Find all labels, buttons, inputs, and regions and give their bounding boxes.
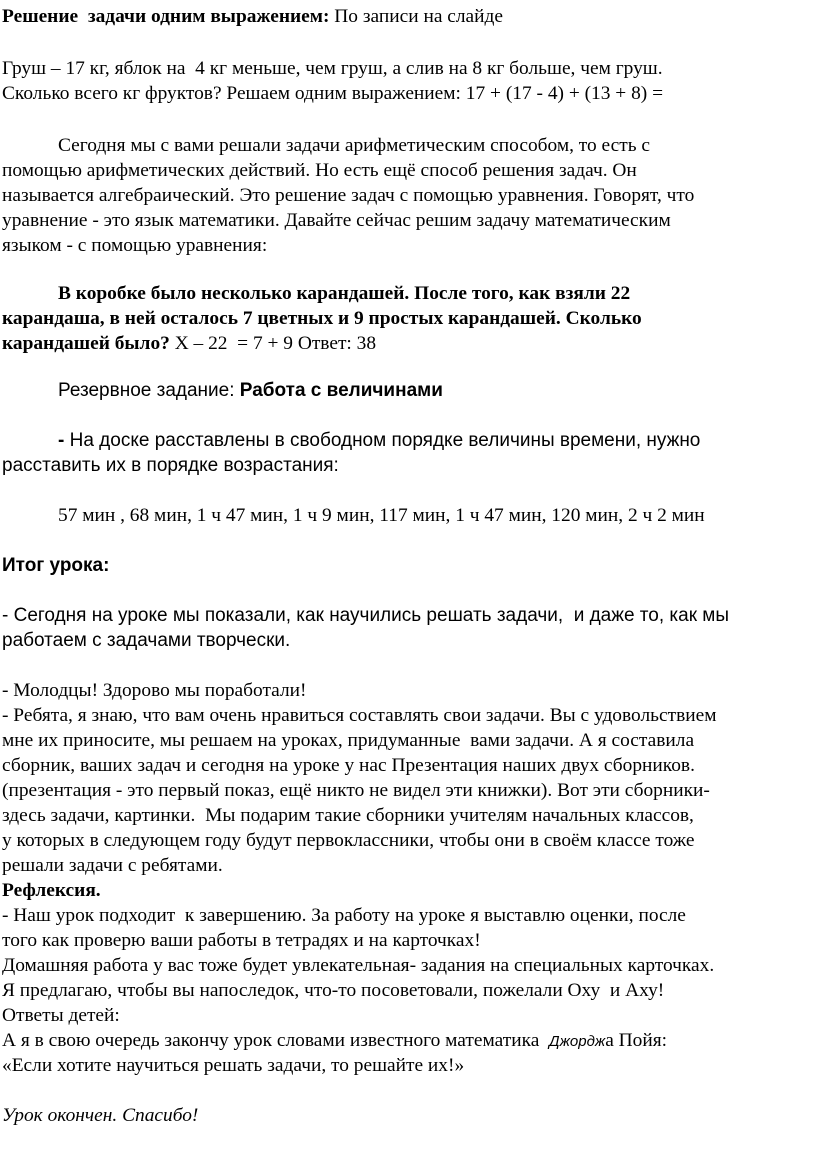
reflection-line: того как проверю ваши работы в тетрадях и на карточках! xyxy=(2,930,481,951)
paragraph-line: Сегодня мы с вами решали задачи арифметическим способом, то есть с xyxy=(58,135,651,156)
closing-line: Урок окончен. Спасибо! xyxy=(2,1105,199,1126)
quote-line: «Если хотите научиться решать задачи, то решайте их!» xyxy=(2,1055,465,1076)
reflection-line: А я в свою очередь закончу урок словами известного математика Джорджа Пойя: xyxy=(2,1030,668,1051)
praise-line: - Молодцы! Здорово мы поработали! xyxy=(2,680,307,701)
paragraph-line: уравнение - это язык математики. Давайте сейчас решим задачу математическим xyxy=(2,210,671,231)
reflection-line: Я предлагаю, чтобы вы напоследок, что-то посоветовали, пожелали Оху и Аху! xyxy=(2,980,665,1001)
praise-line: здесь задачи, картинки. Мы подарим такие сборники учителям начальных классов, xyxy=(2,805,694,826)
task2-line: карандаша, в ней осталось 7 цветных и 9 простых карандашей. Сколько xyxy=(2,308,642,329)
task2-line: В коробке было несколько карандашей. После того, как взяли 22 xyxy=(58,283,631,304)
reflection-line: Домашняя работа у вас тоже будет увлекательная- задания на специальных карточках. xyxy=(2,955,715,976)
paragraph-line: называется алгебраический. Это решение задач с помощью уравнения. Говорят, что xyxy=(2,185,695,206)
paragraph-line: языком - с помощью уравнения: xyxy=(2,235,268,256)
task1-line: Сколько всего кг фруктов? Решаем одним выражением: 17 + (17 - 4) + (13 + 8) = xyxy=(2,83,664,104)
praise-line: мне их приносите, мы решаем на уроках, придуманные вами задачи. А я составила xyxy=(2,730,695,751)
summary-line: работаем с задачами творчески. xyxy=(2,630,291,651)
reflection-line: - Наш урок подходит к завершению. За работу на уроке я выставлю оценки, после xyxy=(2,905,686,926)
time-values-line: 57 мин , 68 мин, 1 ч 47 мин, 1 ч 9 мин, 117 мин, 1 ч 47 мин, 120 мин, 2 ч 2 мин xyxy=(58,505,705,526)
praise-line: сборник, ваших задач и сегодня на уроке у нас Презентация наших двух сборников. xyxy=(2,755,695,776)
paragraph-line: помощью арифметических действий. Но есть ещё способ решения задач. Он xyxy=(2,160,637,181)
heading-solution-one-expression: Решение задачи одним выражением: По записи на слайде xyxy=(2,6,504,27)
praise-line: (презентация - это первый показ, ещё никто не видел эти книжки). Вот эти сборники- xyxy=(2,780,710,801)
task1-line: Груш – 17 кг, яблок на 4 кг меньше, чем груш, а слив на 8 кг больше, чем груш. xyxy=(2,58,663,79)
praise-line: у которых в следующем году будут первоклассники, чтобы они в своём классе тоже xyxy=(2,830,695,851)
reserve-task-line: - На доске расставлены в свободном порядке величины времени, нужно xyxy=(58,430,701,451)
reserve-task-heading: Резервное задание: Работа с величинами xyxy=(58,380,443,401)
summary-heading: Итог урока: xyxy=(2,555,110,576)
praise-line: - Ребята, я знаю, что вам очень нравиться составлять свои задачи. Вы с удовольствием xyxy=(2,705,717,726)
task2-line: карандашей было? Х – 22 = 7 + 9 Ответ: 38 xyxy=(2,333,377,354)
reflection-line: Ответы детей: xyxy=(2,1005,120,1026)
summary-line: - Сегодня на уроке мы показали, как научились решать задачи, и даже то, как мы xyxy=(2,605,730,626)
praise-line: решали задачи с ребятами. xyxy=(2,855,223,876)
reserve-task-line: расставить их в порядке возрастания: xyxy=(2,455,339,476)
reflection-heading: Рефлексия. xyxy=(2,880,101,901)
